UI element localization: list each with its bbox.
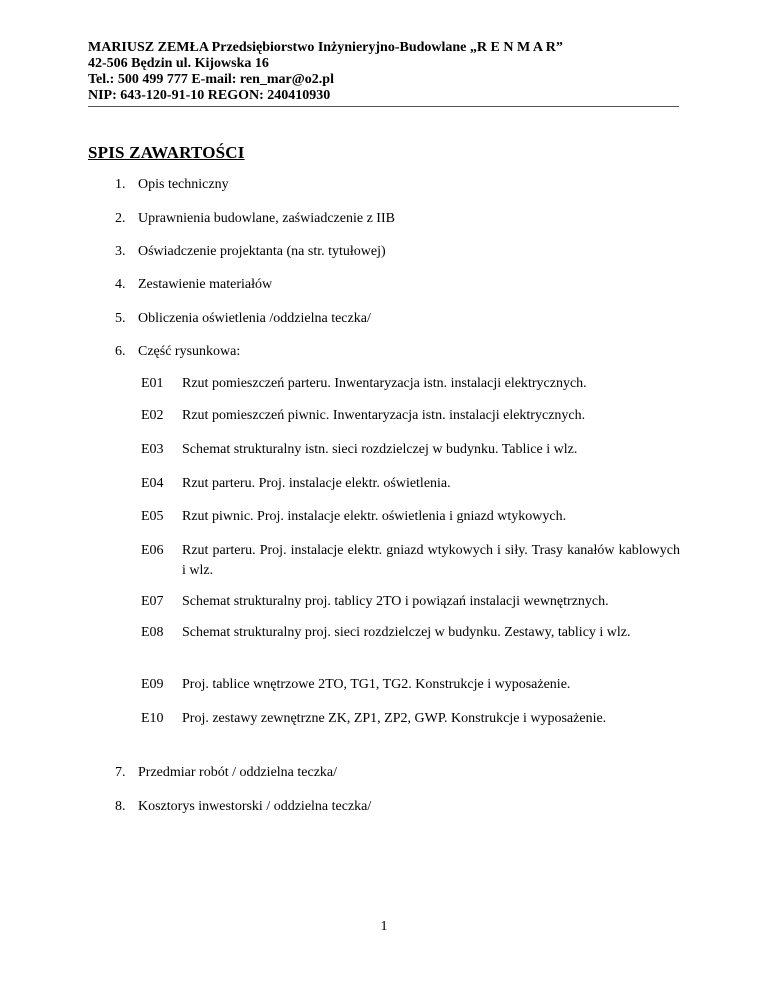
list-item-text: Opis techniczny (138, 177, 229, 192)
list-item (115, 344, 240, 360)
list-item (115, 211, 395, 227)
list-item-text: Oświadczenie projektanta (na str. tytułowej) (138, 244, 386, 259)
list-item-text: Kosztorys inwestorski / oddzielna teczka/ (138, 799, 372, 814)
drawing-description: Proj. zestawy zewnętrzne ZK, ZP1, ZP2, GWP. Konstrukcje i wyposażenie. (182, 711, 607, 726)
company-registration: NIP: 643-120-91-10 REGON: 240410930 (88, 88, 331, 103)
drawing-description: Rzut piwnic. Proj. instalacje elektr. oświetlenia i gniazd wtykowych. (182, 509, 567, 524)
company-contact: Tel.: 500 499 777 E-mail: ren_mar@o2.pl (88, 72, 334, 87)
list-item (115, 277, 272, 293)
drawing-description: Proj. tablice wnętrzowe 2TO, TG1, TG2. Konstrukcje i wyposażenie. (182, 677, 571, 692)
list-item-text: Obliczenia oświetlenia /oddzielna teczka/ (138, 311, 371, 326)
list-item-text: Część rysunkowa: (138, 344, 241, 359)
list-item-number: 3. (115, 244, 126, 259)
drawing-description: Schemat strukturalny proj. tablicy 2TO i powiązań instalacji wewnętrznych. (182, 594, 609, 609)
company-address: 42-506 Będzin ul. Kijowska 16 (88, 56, 269, 71)
list-item (115, 799, 371, 815)
list-item-text: Zestawienie materiałów (138, 277, 273, 292)
drawing-code: E07 (141, 594, 164, 609)
list-item-number: 8. (115, 799, 126, 814)
drawing-code: E09 (141, 677, 164, 692)
drawing-description: Rzut parteru. Proj. instalacje elektr. oświetlenia. (182, 476, 451, 491)
drawing-code: E10 (141, 711, 164, 726)
list-item-number: 2. (115, 211, 126, 226)
drawing-description: Schemat strukturalny proj. sieci rozdzielczej w budynku. Zestawy, tablicy i wlz. (182, 625, 631, 640)
company-name: MARIUSZ ZEMŁA Przedsiębiorstwo Inżynieryjno-Budowlane „R E N M A R” (88, 40, 563, 55)
list-item (115, 311, 371, 327)
drawing-code: E03 (141, 442, 164, 457)
drawing-code: E06 (141, 543, 164, 558)
list-item-text: Uprawnienia budowlane, zaświadczenie z IIB (138, 211, 395, 226)
drawing-code: E08 (141, 625, 164, 640)
page-title: SPIS ZAWARTOŚCI (88, 143, 245, 162)
drawing-code: E05 (141, 509, 164, 524)
drawing-description: Schemat strukturalny istn. sieci rozdzielczej w budynku. Tablice i wlz. (182, 442, 578, 457)
drawing-code: E02 (141, 408, 164, 423)
list-item-number: 1. (115, 177, 126, 192)
list-item-number: 7. (115, 765, 126, 780)
drawing-description: Rzut pomieszczeń piwnic. Inwentaryzacja istn. instalacji elektrycznych. (182, 408, 586, 423)
drawing-code: E04 (141, 476, 164, 491)
list-item-number: 4. (115, 277, 126, 292)
page-number: 1 (380, 919, 388, 934)
list-item-number: 6. (115, 344, 126, 359)
list-item-text: Przedmiar robót / oddzielna teczka/ (138, 765, 338, 780)
list-item-number: 5. (115, 311, 126, 326)
letterhead (88, 40, 679, 107)
list-item (115, 765, 337, 781)
drawing-description: Rzut pomieszczeń parteru. Inwentaryzacja istn. instalacji elektrycznych. (182, 376, 587, 391)
list-item (115, 244, 386, 260)
drawing-description: Rzut parteru. Proj. instalacje elektr. gniazd wtykowych i siły. Trasy kanałów kablowych i wlz. (182, 543, 680, 578)
list-item (115, 177, 229, 193)
drawing-code: E01 (141, 376, 164, 391)
